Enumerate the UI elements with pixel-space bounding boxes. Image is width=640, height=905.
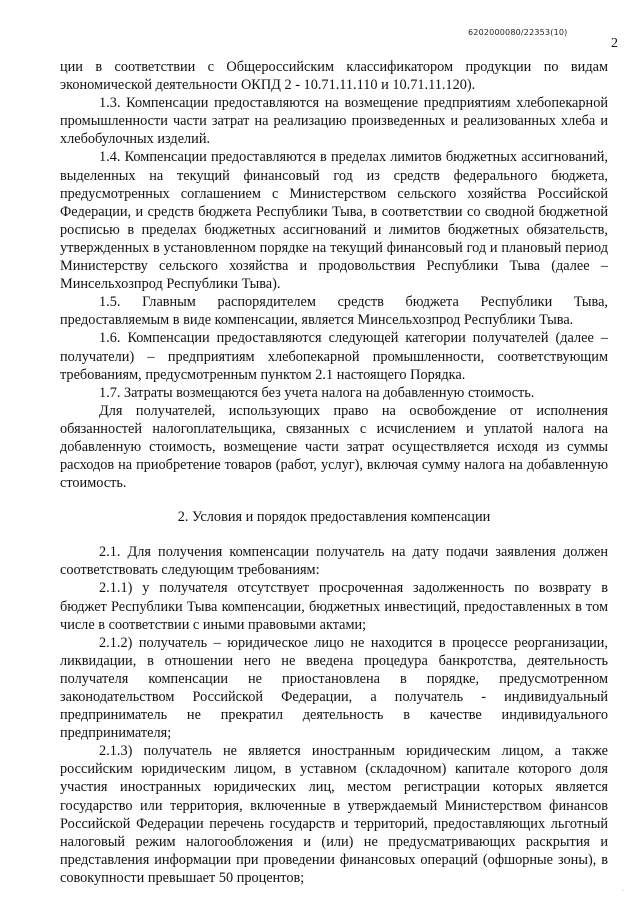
section-title: 2. Условия и порядок предоставления компенсации [177,509,491,526]
document-number: 6202000080/22353(10) [468,28,568,37]
page-number: 2 [611,36,618,51]
paragraph-2-1-1: 2.1.1) у получателя отсутствует просроченная задолженность по возврату в бюджет Республики Тыва компенсации, бюджетных инвестиций, предоставленных в том числе в соответствии с иными правовыми актами; [60,580,608,633]
paragraph-1-6: 1.6. Компенсации предоставляются следующей категории получателей (далее – получатели) – предприятиям хлебопекарной промышленности, соответствующим требованиям, предусмотренным пунктом 2.1 настоящего Порядка. [60,330,608,383]
document-body [60,58,608,887]
paragraph-vat-note: Для получателей, использующих право на освобождение от исполнения обязанностей налогоплательщика, связанных с исчислением и уплатой налога на добавленную стоимость, возмещение части затрат осуществляется исходя из суммы расходов на приобретение товаров (работ, услуг), включая сумму налога на добавленную стоимость. [60,402,608,492]
paragraph-1-3: 1.3. Компенсации предоставляются на возмещение предприятиям хлебопекарной промышленности части затрат на реализацию произведенных и реализованных хлеба и хлебобулочных изделий. [60,95,608,148]
paragraph-2-1: 2.1. Для получения компенсации получатель на дату подачи заявления должен соответствовать следующим требованиям: [60,544,608,579]
paragraph-1-4: 1.4. Компенсации предоставляются в пределах лимитов бюджетных ассигнований, выделенных на текущий финансовый год из средств федерального бюджета, предусмотренных соглашением с Министерством сельского хозяйства Российской Федерации, и средств бюджета Республики Тыва, в соответствии со сводной бюджетной росписью в пределах бюджетных ассигнований и лимитов бюджетных обязательств, утвержденных в установленном порядке на текущий финансовый год и плановый период Министерству сельского хозяйства и продовольствия Республики Тыва (далее – Минсельхозпрод Республики Тыва). [60,149,608,293]
paragraph-continuation: ции в соответствии с Общероссийским классификатором продукции по видам экономической деятельности ОКПД 2 - 10.71.11.110 и 10.71.11.120). [60,59,608,94]
paragraph-2-1-3: 2.1.3) получатель не является иностранным юридическим лицом, а также российским юридическим лицом, в уставном (складочном) капитале которого доля участия иностранных юридических лиц, местом регистрации которых является государство или территория, включенные в утверждаемый Министерством финансов Российской Федерации перечень государств и территорий, предоставляющих льготный налоговый режим налогообложения и (или) не предусматривающих раскрытия и представления информации при проведении финансовых операций (офшорные зоны), в совокупности превышает 50 процентов; [60,743,608,886]
paragraph-1-7: 1.7. Затраты возмещаются без учета налога на добавленную стоимость. [99,384,535,401]
paragraph-2-1-2: 2.1.2) получатель – юридическое лицо не находится в процессе реорганизации, ликвидации, в отношении него не введена процедура банкротства, деятельность получателя компенсации не приостановлена в порядке, предусмотренном законодательством Российской Федерации, а получатель - индивидуальный предприниматель не прекратил деятельность в качестве индивидуального предпринимателя; [60,634,608,742]
corner-mark: . [622,886,624,893]
paragraph-1-5: 1.5. Главным распорядителем средств бюджета Республики Тыва, предоставляемым в виде компенсации, является Минсельхозпрод Республики Тыва. [60,294,608,329]
